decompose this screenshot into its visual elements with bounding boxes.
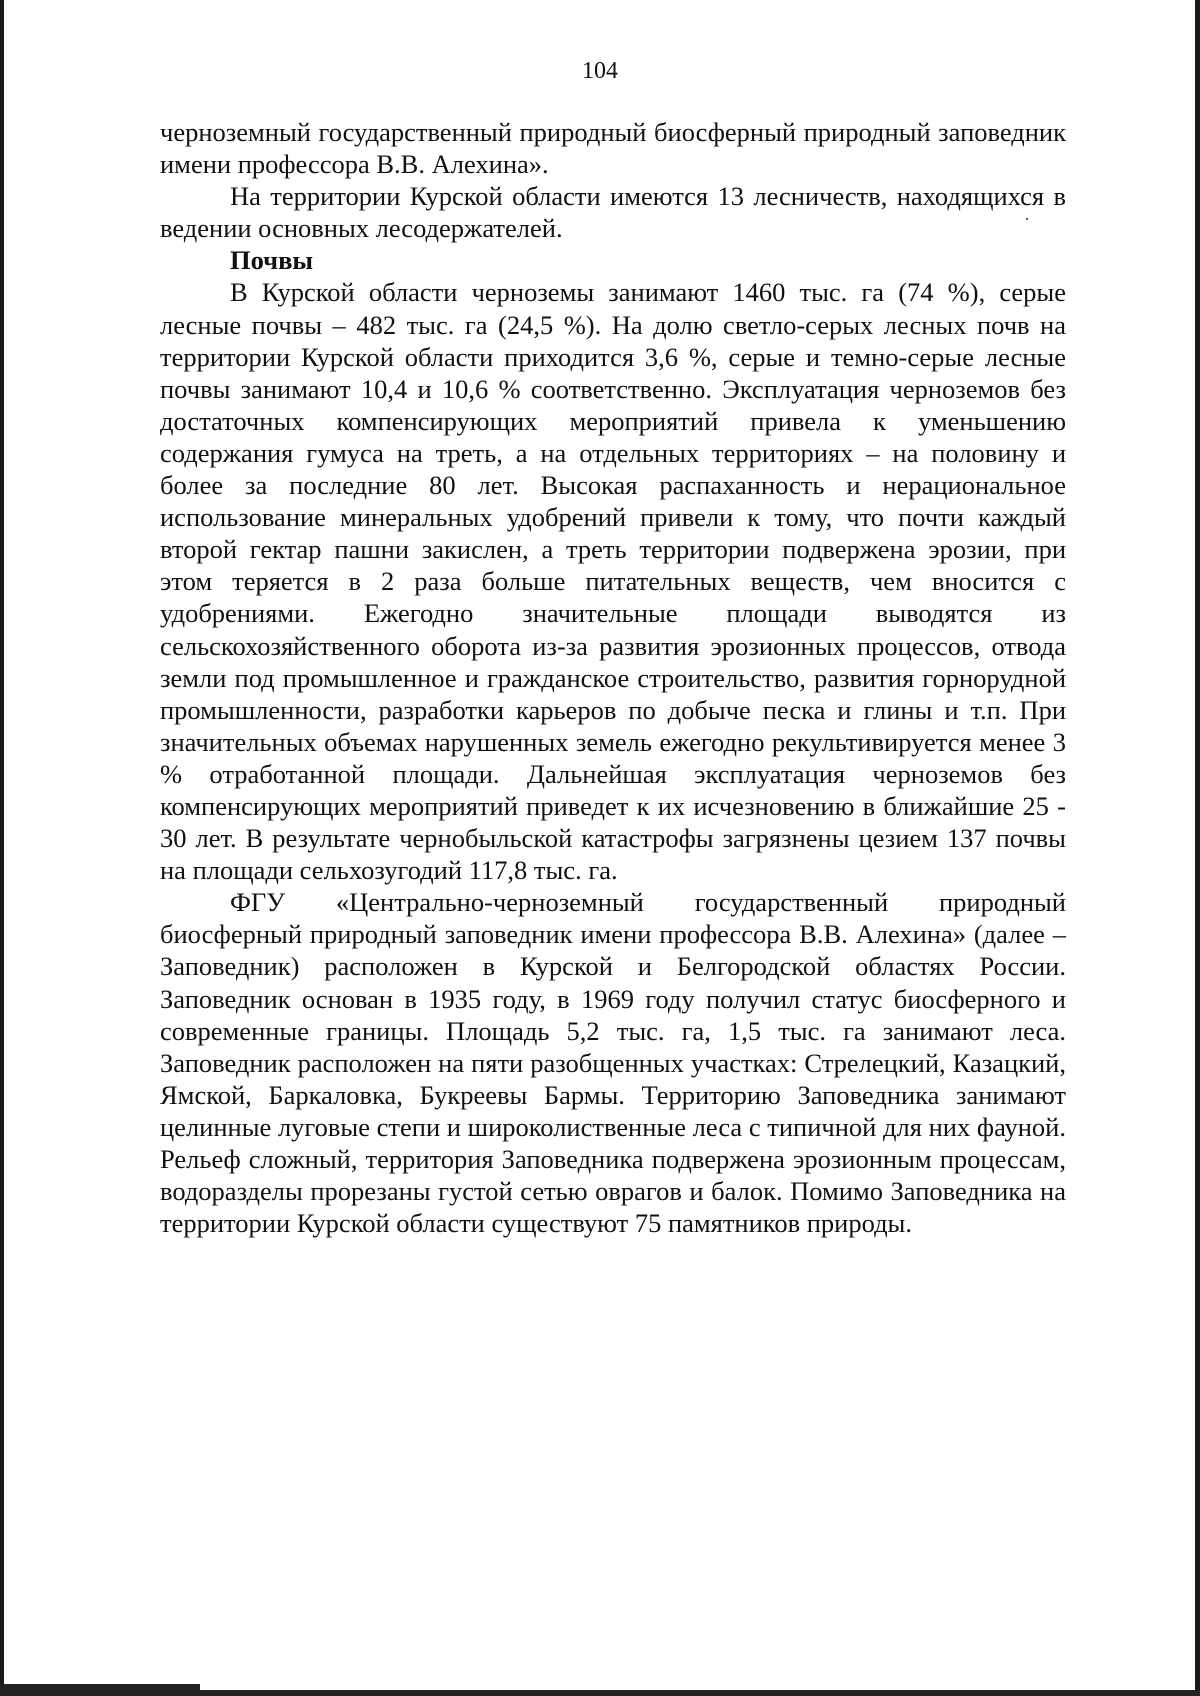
paragraph-reserve: ФГУ «Центрально-черноземный государственный природный биосферный природный заповедник имени профессора В.В. Алехина» (далее – Заповедник) расположен в Курской и Белгородской областях России. Заповедник основан в 1935 году, в 1969 году получил статус биосферного и современные границы. Площадь 5,2 тыс. га, 1,5 тыс. га занимают леса. Заповедник расположен на пяти разобщенных участках: Стрелецкий, Казацкий, Ямской, Баркаловка, Букреевы Бармы. Территорию Заповедника занимают целинные луговые степи и широколиственные леса с типичной для них фауной. Рельеф сложный, территория Заповедника подвержена эрозионным процессам, водоразделы прорезаны густой сетью оврагов и балок. Помимо Заповедника на территории Курской области существуют 75 памятников природы. xyxy=(160,887,1066,1239)
paragraph-soils: В Курской области черноземы занимают 1460 тыс. га (74 %), серые лесные почвы – 482 тыс. га (24,5 %). На долю светло-серых лесных почв на территории Курской области приходится 3,6 %, серые и темно-серые лесные почвы занимают 10,4 и 10,6 % соответственно. Эксплуатация черноземов без достаточных компенсирующих мероприятий привела к уменьшению содержания гумуса на треть, а на отдельных территориях – на половину и более за последние 80 лет. Высокая распаханность и нерациональное использование минеральных удобрений привели к тому, что почти каждый второй гектар пашни закислен, а треть территории подвержена эрозии, при этом теряется в 2 раза больше питательных веществ, чем вносится с удобрениями. Ежегодно значительные площади выводятся из сельскохозяйственного оборота из-за развития эрозионных процессов, отвода земли под промышленное и гражданское строительство, развития горнорудной промышленности, разработки карьеров по добыче песка и глины и т.п. При значительных объемах нарушенных земель ежегодно рекультивируется менее 3 % отработанной площади. Дальнейшая эксплуатация черноземов без компенсирующих мероприятий приведет к их исчезновению в ближайшие 25 - 30 лет. В результате чернобыльской катастрофы загрязнены цезием 137 почвы на площади сельхозугодий 117,8 тыс. га. xyxy=(160,277,1066,886)
scan-border-left xyxy=(0,0,4,1696)
scan-border-right xyxy=(1195,0,1200,1696)
paragraph-forestry: На территории Курской области имеются 13 лесничеств, находящихся в ведении основных лесодержателей. xyxy=(160,181,1066,244)
section-heading-soils: Почвы xyxy=(230,245,314,276)
page-number: 104 xyxy=(582,58,618,84)
scan-border-bottom-left xyxy=(0,1684,200,1696)
paragraph-continuation: черноземный государственный природный биосферный природный заповедник имени профессора В.В. Алехина». xyxy=(160,117,1066,180)
document-body xyxy=(160,116,1066,1239)
